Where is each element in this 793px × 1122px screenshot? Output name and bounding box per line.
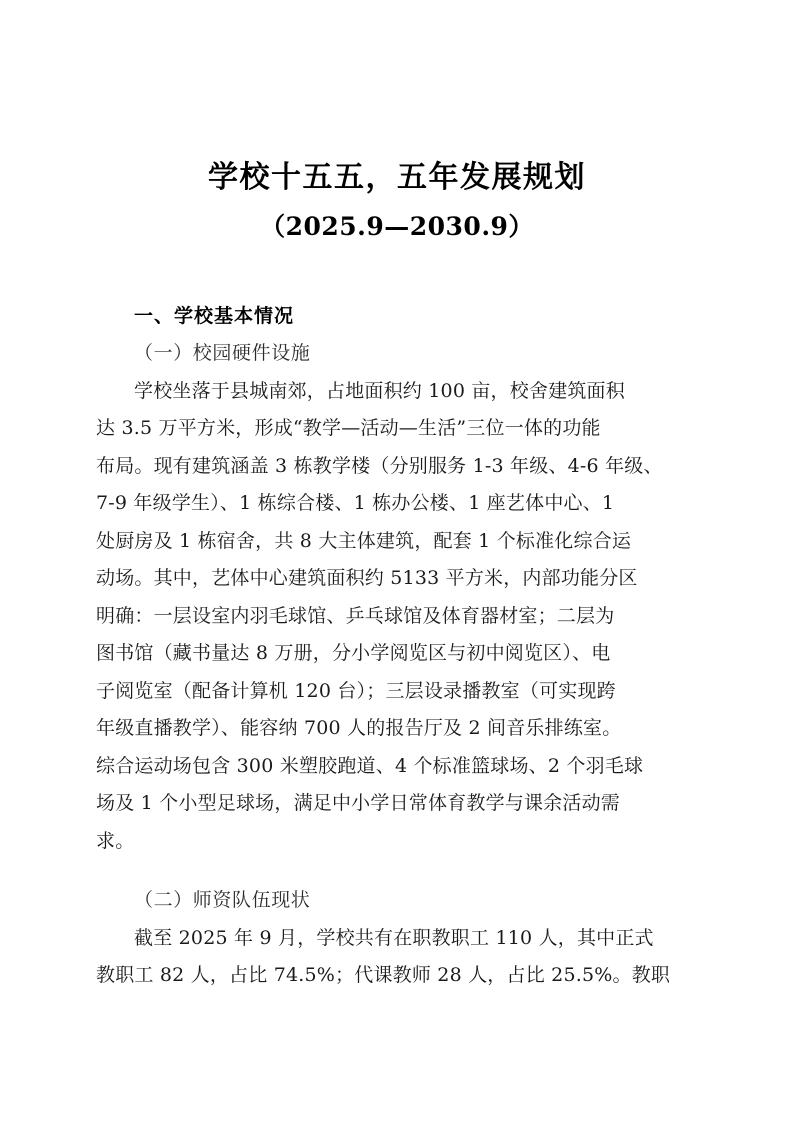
paragraph-line: 达 3.5 万平方米，形成“教学—活动—生活”三位一体的功能 (96, 417, 601, 439)
paragraph-line: 教职工 82 人，占比 74.5%；代课教师 28 人，占比 25.5%。教职 (96, 964, 671, 986)
paragraph-line: 截至 2025 年 9 月，学校共有在职教职工 110 人，其中正式 (134, 926, 654, 949)
paragraph-line: 年级直播教学）、能容纳 700 人的报告厅及 2 间音乐排练室。 (96, 717, 622, 739)
paragraph-spacer (96, 860, 698, 870)
paragraph-line: 子阅览室（配备计算机 120 台）；三层设录播教室（可实现跨 (96, 679, 616, 702)
page-content (96, 0, 698, 995)
paragraph-teaching-staff (96, 920, 698, 995)
paragraph-line: 综合运动场包含 300 米塑胶跑道、4 个标准篮球场、2 个羽毛球 (96, 754, 644, 777)
document-title: 学校十五五，五年发展规划 (208, 160, 586, 195)
document-subtitle: （2025.9—2030.9） (260, 212, 534, 241)
paragraph-line: 场及 1 个小型足球场，满足中小学日常体育教学与课余活动需 (96, 792, 620, 814)
paragraph-line: 处厨房及 1 栋宿舍，共 8 大主体建筑，配套 1 个标准化综合运 (96, 529, 632, 552)
subsection-heading-1-2: （二）师资队伍现状 (134, 889, 311, 911)
paragraph-line: 明确：一层设室内羽毛球馆、乒乓球馆及体育器材室；二层为 (96, 604, 615, 627)
paragraph-line: 学校坐落于县城南郊，占地面积约 100 亩，校舍建筑面积 (134, 379, 625, 402)
paragraph-line: 7-9 年级学生）、1 栋综合楼、1 栋办公楼、1 座艺体中心、1 (96, 492, 615, 514)
paragraph-line: 求。 (96, 829, 135, 852)
paragraph-line: 布局。现有建筑涵盖 3 栋教学楼（分别服务 1-3 年级、4-6 年级、 (96, 454, 663, 477)
section-heading-1: 一、学校基本情况 (134, 305, 295, 327)
paragraph-campus-facilities (96, 373, 698, 861)
subsection-heading-1-1: （一）校园硬件设施 (134, 342, 311, 364)
paragraph-line: 图书馆（藏书量达 8 万册，分小学阅览区与初中阅览区）、电 (96, 642, 611, 664)
paragraph-line: 动场。其中，艺体中心建筑面积约 5133 平方米，内部功能分区 (96, 567, 638, 589)
